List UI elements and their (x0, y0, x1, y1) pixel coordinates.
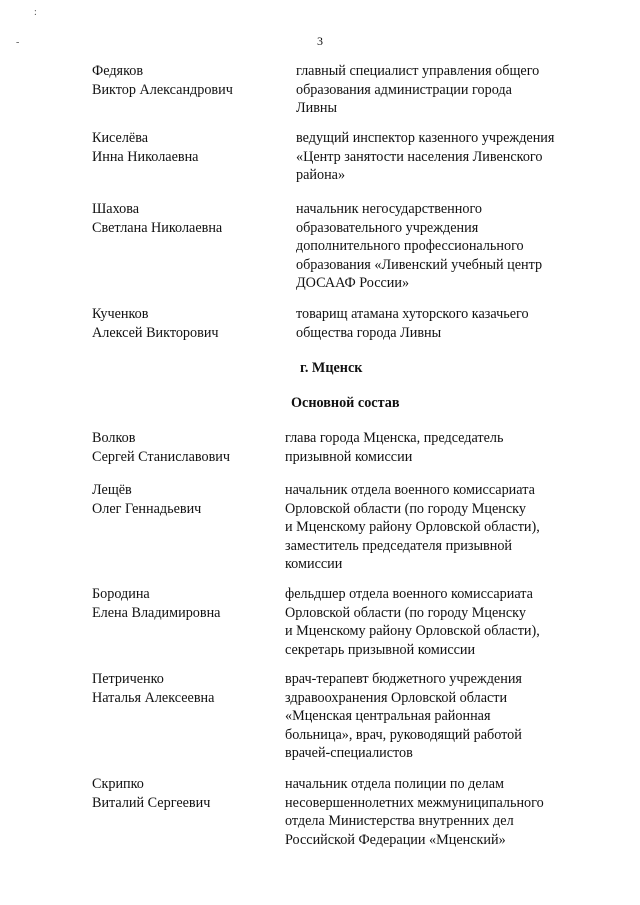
member-position: начальник негосударственного образовательного учреждения дополнительного профессионального образования «Ливенский учебный центр ДОСААФ России» (296, 201, 543, 292)
member-position: фельдшер отдела военного комиссариата Орловской области (по городу Мценску и Мценскому району Орловской области), секретарь призывной комиссии (285, 586, 540, 658)
member-position: ведущий инспектор казенного учреждения «Центр занятости населения Ливенского района» (296, 130, 555, 184)
member-position: начальник отдела полиции по делам несовершеннолетних межмуниципального отдела Министерства внутренних дел Российской Федерации «Мценский» (285, 776, 544, 848)
scan-speck-mark: : (34, 7, 37, 18)
member-position: главный специалист управления общего образования администрации города Ливны (296, 63, 540, 117)
member-position: начальник отдела военного комиссариата Орловской области (по городу Мценску и Мценскому району Орловской области), заместитель председателя призывной комиссии (285, 482, 540, 573)
member-position: врач-терапевт бюджетного учреждения здравоохранения Орловской области «Мценская центральная районная больница», врач, руководящий работой врачей-специалистов (285, 671, 522, 762)
member-name: Скрипко Виталий Сергеевич (92, 776, 211, 811)
member-name: Шахова Светлана Николаевна (92, 201, 223, 236)
member-name: Кученков Алексей Викторович (92, 306, 219, 341)
member-name: Лещёв Олег Геннадьевич (92, 482, 202, 517)
section-heading: Основной состав (291, 395, 400, 411)
scan-speck-mark: - (16, 37, 20, 48)
member-name: Федяков Виктор Александрович (92, 63, 233, 98)
member-position: товарищ атамана хуторского казачьего общества города Ливны (296, 306, 529, 341)
member-name: Бородина Елена Владимировна (92, 586, 221, 621)
member-name: Петриченко Наталья Алексеевна (92, 671, 215, 706)
member-position: глава города Мценска, председатель призывной комиссии (285, 430, 504, 465)
member-name: Волков Сергей Станиславович (92, 430, 231, 465)
page-number: 3 (317, 34, 323, 48)
member-name: Киселёва Инна Николаевна (92, 130, 199, 165)
city-heading: г. Мценск (300, 360, 363, 376)
